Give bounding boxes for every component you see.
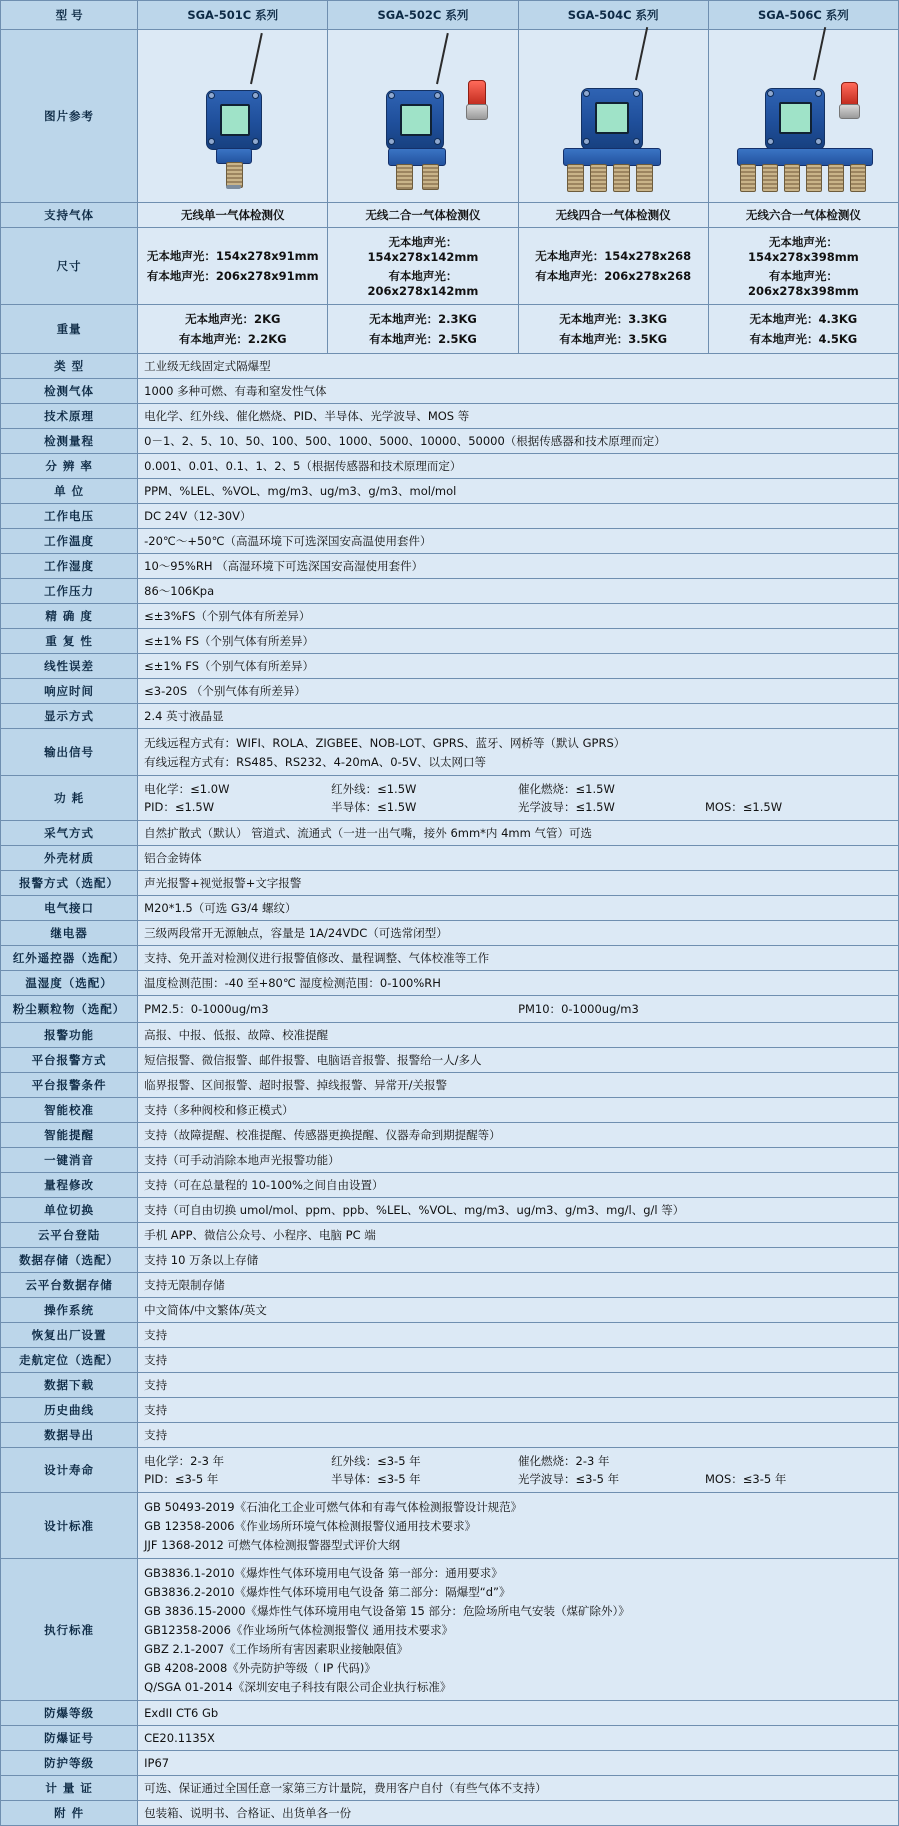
electrical-interface-label: 电气接口 [1,896,138,921]
table-row [1,1248,899,1273]
table-row [1,1223,899,1248]
antenna-icon [436,33,449,84]
model-506c: SGA-506C 系列 [708,1,898,30]
standard-line: GB3836.2-2010《爆炸性气体环境用电气设备 第二部分：隔爆型“d”》 [144,1584,511,1599]
attachment-value: 包装箱、说明书、合格证、出货单各一份 [138,1801,899,1826]
factory-reset-value: 支持 [138,1323,899,1348]
display-value: 2.4 英寸液晶显 [138,704,899,729]
standard-line: JJF 1368-2012 可燃气体检测报警器型式评价大纲 [144,1537,401,1552]
sensor-probe [613,164,630,192]
unit-value: PPM、%LEL、%VOL、mg/m3、ug/m3、g/m3、mol/mol [138,479,899,504]
humidity-value: 10～95%RH （高湿环境下可选深国安高湿使用套件） [138,554,899,579]
gps-value: 支持 [138,1348,899,1373]
life-item: PID：≤3-5 年 [144,1472,219,1486]
data-export-label: 数据导出 [1,1423,138,1448]
smart-reminder-value: 支持（故障提醒、校准提醒、传感器更换提醒、仪器寿命到期提醒等） [138,1123,899,1148]
response-time-value: ≤3-20S （个别气体有所差异） [138,679,899,704]
gas-support-501c: 无线单一气体检测仪 [138,203,328,228]
gas-support-504c: 无线四合一气体检测仪 [518,203,708,228]
dust-item: PM2.5：0-1000ug/m3 [144,1002,269,1016]
size-label: 尺寸 [1,228,138,305]
model-504c: SGA-504C 系列 [518,1,708,30]
ex-cert-label: 防爆证号 [1,1726,138,1751]
ip-rating-label: 防护等级 [1,1751,138,1776]
type-value: 工业级无线固定式隔爆型 [138,354,899,379]
table-row [1,579,899,604]
table-row [1,654,899,679]
size-withlight: 有本地声光：206x278x142mm [367,269,479,298]
table-row [1,1,899,30]
design-life-label: 设计寿命 [1,1448,138,1493]
sensor-probe [806,164,822,192]
table-row [1,679,899,704]
sensor-probe [567,164,584,192]
principle-label: 技术原理 [1,404,138,429]
resolution-label: 分 辨 率 [1,454,138,479]
metering-cert-value: 可选、保证通过全国任意一家第三方计量院，费用客户自付（有些气体不支持） [138,1776,899,1801]
weight-504c [518,305,708,354]
response-time-label: 响应时间 [1,679,138,704]
ex-level-label: 防爆等级 [1,1701,138,1726]
sensor-probe [636,164,653,192]
sensor-cap [226,185,241,189]
size-nolight: 无本地声光：154x278x142mm [367,235,479,264]
display-label: 显示方式 [1,704,138,729]
data-export-value: 支持 [138,1423,899,1448]
table-row [1,1323,899,1348]
data-download-value: 支持 [138,1373,899,1398]
resolution-value: 0.001、0.01、0.1、1、2、5（根据传感器和技术原理而定） [138,454,899,479]
table-row [1,1726,899,1751]
table-row [1,1198,899,1223]
bolt-icon [767,138,774,145]
table-row [1,996,899,1023]
table-row [1,1448,899,1493]
table-row [1,429,899,454]
range-modify-value: 支持（可在总量程的 10-100%之间自由设置） [138,1173,899,1198]
dust-label: 粉尘颗粒物（选配） [1,996,138,1023]
os-label: 操作系统 [1,1298,138,1323]
pressure-label: 工作压力 [1,579,138,604]
device-image-501c [138,30,328,203]
output-wired: 有线远程方式有：RS485、RS232、4-20mA、0-5V、以太网口等 [144,754,486,769]
weight-nolight: 无本地声光：2KG [185,312,281,326]
data-download-label: 数据下载 [1,1373,138,1398]
sampling-value: 自然扩散式（默认） 管道式、流通式（一进一出气嘴，接外 6mm*内 4mm 气管）可选 [138,821,899,846]
standard-line: GB3836.1-2010《爆炸性气体环境用电气设备 第一部分：通用要求》 [144,1565,503,1580]
ir-remote-label: 红外遥控器（选配） [1,946,138,971]
horn-speaker [466,104,488,120]
standard-line: GBZ 2.1-2007《工作场所有害因素职业接触限值》 [144,1641,409,1656]
dust-value [138,996,899,1023]
size-nolight: 无本地声光：154x278x398mm [747,235,859,264]
weight-501c [138,305,328,354]
output-wireless: 无线远程方式有：WIFI、ROLA、ZIGBEE、NOB-LOT、GPRS、蓝牙、网桥等（默认 GPRS） [144,735,626,750]
table-row [1,896,899,921]
table-row [1,776,899,821]
power-label: 功 耗 [1,776,138,821]
weight-label: 重量 [1,305,138,354]
smart-calibration-label: 智能校准 [1,1098,138,1123]
life-item: MOS：≤3-5 年 [705,1472,787,1486]
sensor-probe [740,164,756,192]
standard-line: GB 3836.15-2000《爆炸性气体环境用电气设备第 15 部分：危险场所电气安装（煤矿除外）》 [144,1603,630,1618]
temp-humidity-label: 温湿度（选配） [1,971,138,996]
pressure-value: 86～106Kpa [138,579,899,604]
bolt-icon [815,90,822,97]
accuracy-value: ≤±3%FS（个别气体有所差异） [138,604,899,629]
exec-standard-value [138,1559,899,1701]
relay-label: 继电器 [1,921,138,946]
antenna-icon [813,27,826,80]
alarm-function-label: 报警功能 [1,1023,138,1048]
power-item [705,780,892,798]
table-row [1,354,899,379]
platform-condition-label: 平台报警条件 [1,1073,138,1098]
unit-switch-label: 单位切换 [1,1198,138,1223]
temp-humidity-value: 温度检测范围：-40 至+80℃ 湿度检测范围：0-100%RH [138,971,899,996]
standard-line: GB 50493-2019《石油化工企业可燃气体和有毒气体检测报警设计规范》 [144,1499,523,1514]
standard-line: GB12358-2006《作业场所气体检测报警仪 通用技术要求》 [144,1622,454,1637]
repeatability-label: 重 复 性 [1,629,138,654]
table-row [1,554,899,579]
sensor-probe [850,164,866,192]
life-item: 电化学：2-3 年 [144,1454,225,1468]
size-withlight: 有本地声光：206x278x91mm [146,269,319,283]
sensor-probe [762,164,778,192]
size-504c [518,228,708,305]
principle-value: 电化学、红外线、催化燃烧、PID、半导体、光学波导、MOS 等 [138,404,899,429]
table-row [1,305,899,354]
size-501c [138,228,328,305]
size-withlight: 有本地声光：206x278x268 [535,269,692,283]
table-row [1,1493,899,1559]
device-illustration-2 [328,30,517,202]
weight-withlight: 有本地声光：2.2KG [178,332,287,346]
gps-label: 走航定位（选配） [1,1348,138,1373]
shell-material-value: 铝合金铸体 [138,846,899,871]
standard-line: Q/SGA 01-2014《深圳安电子科技有限公司企业执行标准》 [144,1679,452,1694]
platform-alarm-label: 平台报警方式 [1,1048,138,1073]
standard-line: GB 4208-2008《外壳防护等级（ IP 代码)》 [144,1660,376,1675]
size-nolight: 无本地声光：154x278x268 [535,249,692,263]
device-image-506c [708,30,898,203]
weight-502c [328,305,518,354]
table-row [1,1073,899,1098]
ip-rating-value: IP67 [138,1751,899,1776]
table-row [1,1048,899,1073]
power-item: 半导体：≤1.5W [331,800,417,814]
table-row [1,629,899,654]
table-row [1,1801,899,1826]
table-row [1,704,899,729]
device-illustration-4 [519,30,708,202]
ex-cert-value: CE20.1135X [138,1726,899,1751]
table-row [1,1298,899,1323]
type-label: 类 型 [1,354,138,379]
os-value: 中文简体/中文繁体/英文 [138,1298,899,1323]
size-withlight: 有本地声光：206x278x398mm [747,269,859,298]
table-row [1,821,899,846]
device-screen [400,104,432,136]
bolt-icon [583,90,590,97]
cloud-login-value: 手机 APP、微信公众号、小程序、电脑 PC 端 [138,1223,899,1248]
smart-reminder-label: 智能提醒 [1,1123,138,1148]
size-506c [708,228,898,305]
life-item: 催化燃烧：2-3 年 [518,1454,610,1468]
detect-gas-value: 1000 多种可燃、有毒和窒发性气体 [138,379,899,404]
device-screen [779,102,812,134]
cloud-storage-label: 云平台数据存储 [1,1273,138,1298]
weight-nolight: 无本地声光：3.3KG [559,312,668,326]
strobe-light [841,82,858,106]
output-signal-value [138,729,899,776]
weight-withlight: 有本地声光：2.5KG [369,332,477,346]
table-row [1,1398,899,1423]
size-nolight: 无本地声光：154x278x91mm [146,249,319,263]
table-row [1,971,899,996]
unit-switch-value: 支持（可自由切换 umol/mol、ppm、ppb、%LEL、%VOL、mg/m3、ug/m3、g/m3、mg/l、g/l 等） [138,1198,899,1223]
table-row [1,1559,899,1701]
sensor-probe [590,164,607,192]
table-row [1,1098,899,1123]
design-standard-value [138,1493,899,1559]
weight-506c [708,305,898,354]
table-row [1,729,899,776]
power-value [138,776,899,821]
device-screen [220,104,250,136]
power-item: 光学波导：≤1.5W [518,800,615,814]
model-502c: SGA-502C 系列 [328,1,518,30]
table-row [1,1173,899,1198]
table-row [1,871,899,896]
table-row [1,504,899,529]
alarm-way-label: 报警方式（选配） [1,871,138,896]
linearity-label: 线性误差 [1,654,138,679]
life-item: 光学波导：≤3-5 年 [518,1472,620,1486]
attachment-label: 附 件 [1,1801,138,1826]
power-item: 催化燃烧：≤1.5W [518,782,615,796]
output-signal-label: 输出信号 [1,729,138,776]
table-row [1,946,899,971]
range-value: 0－1、2、5、10、50、100、500、1000、5000、10000、50000（根据传感器和技术原理而定） [138,429,899,454]
cloud-storage-value: 支持无限制存储 [138,1273,899,1298]
electrical-interface-value: M20*1.5（可选 G3/4 螺纹） [138,896,899,921]
device-image-502c [328,30,518,203]
sensor-probe [828,164,844,192]
image-ref-label: 图片参考 [1,30,138,203]
table-row [1,203,899,228]
table-row [1,379,899,404]
sensor-probe [422,164,439,190]
voltage-label: 工作电压 [1,504,138,529]
mute-value: 支持（可手动消除本地声光报警功能） [138,1148,899,1173]
table-row [1,846,899,871]
alarm-function-value: 高报、中报、低报、故障、校准提醒 [138,1023,899,1048]
table-row [1,1123,899,1148]
bolt-icon [767,90,774,97]
range-label: 检测量程 [1,429,138,454]
platform-alarm-value: 短信报警、微信报警、邮件报警、电脑语音报警、报警给一人/多人 [138,1048,899,1073]
life-item [705,1452,892,1470]
alarm-way-value: 声光报警+视觉报警+文字报警 [138,871,899,896]
exec-standard-label: 执行标准 [1,1559,138,1701]
weight-withlight: 有本地声光：3.5KG [559,332,668,346]
gas-support-506c: 无线六合一气体检测仪 [708,203,898,228]
voltage-value: DC 24V（12-30V） [138,504,899,529]
life-item: 半导体：≤3-5 年 [331,1472,421,1486]
shell-material-label: 外壳材质 [1,846,138,871]
weight-nolight: 无本地声光：4.3KG [749,312,858,326]
size-502c [328,228,518,305]
strobe-light [468,80,486,106]
unit-label: 单 位 [1,479,138,504]
humidity-label: 工作湿度 [1,554,138,579]
bolt-icon [815,138,822,145]
metering-cert-label: 计 量 证 [1,1776,138,1801]
device-illustration-6 [709,30,898,202]
table-row [1,921,899,946]
horn-speaker [839,104,860,119]
cloud-login-label: 云平台登陆 [1,1223,138,1248]
table-row [1,1423,899,1448]
weight-withlight: 有本地声光：4.5KG [749,332,858,346]
power-item: 电化学：≤1.0W [144,782,230,796]
power-item: MOS：≤1.5W [705,800,783,814]
table-row [1,1273,899,1298]
ex-level-value: ExdII CT6 Gb [138,1701,899,1726]
sampling-label: 采气方式 [1,821,138,846]
temp-label: 工作温度 [1,529,138,554]
sensor-probe [784,164,800,192]
device-image-504c [518,30,708,203]
detect-gas-label: 检测气体 [1,379,138,404]
table-row [1,1701,899,1726]
device-illustration-1 [138,30,327,202]
temp-value: -20℃～+50℃（高温环境下可选深国安高温使用套件） [138,529,899,554]
dust-item: PM10：0-1000ug/m3 [518,1002,639,1016]
history-curve-label: 历史曲线 [1,1398,138,1423]
table-row [1,1776,899,1801]
table-row [1,404,899,429]
table-row [1,30,899,203]
sensor-probe [396,164,413,190]
bolt-icon [583,138,590,145]
gas-support-label: 支持气体 [1,203,138,228]
gas-support-502c: 无线二合一气体检测仪 [328,203,518,228]
linearity-value: ≤±1% FS（个别气体有所差异） [138,654,899,679]
range-modify-label: 量程修改 [1,1173,138,1198]
data-storage-label: 数据存储（选配） [1,1248,138,1273]
antenna-icon [250,33,263,84]
relay-value: 三级两段常开无源触点，容量是 1A/24VDC（可选常闭型） [138,921,899,946]
bolt-icon [633,90,640,97]
standard-line: GB 12358-2006《作业场所环境气体检测报警仪通用技术要求》 [144,1518,477,1533]
device-screen [595,102,629,134]
mute-label: 一键消音 [1,1148,138,1173]
life-item: 红外线：≤3-5 年 [331,1454,421,1468]
platform-condition-value: 临界报警、区间报警、超时报警、掉线报警、异常开/关报警 [138,1073,899,1098]
table-row [1,1751,899,1776]
smart-calibration-value: 支持（多种阀校和修正模式） [138,1098,899,1123]
table-row [1,529,899,554]
table-row [1,454,899,479]
history-curve-value: 支持 [138,1398,899,1423]
ir-remote-value: 支持、免开盖对检测仪进行报警值修改、量程调整、气体校准等工作 [138,946,899,971]
accuracy-label: 精 确 度 [1,604,138,629]
model-label: 型 号 [1,1,138,30]
factory-reset-label: 恢复出厂设置 [1,1323,138,1348]
table-row [1,1023,899,1048]
repeatability-value: ≤±1% FS（个别气体有所差异） [138,629,899,654]
table-row [1,1148,899,1173]
design-life-value [138,1448,899,1493]
data-storage-value: 支持 10 万条以上存储 [138,1248,899,1273]
model-501c: SGA-501C 系列 [138,1,328,30]
table-row [1,1348,899,1373]
table-row [1,604,899,629]
table-row [1,228,899,305]
weight-nolight: 无本地声光：2.3KG [369,312,477,326]
antenna-icon [635,27,648,80]
power-item: PID：≤1.5W [144,800,215,814]
bolt-icon [633,138,640,145]
table-row [1,479,899,504]
table-row [1,1373,899,1398]
design-standard-label: 设计标准 [1,1493,138,1559]
power-item: 红外线：≤1.5W [331,782,417,796]
